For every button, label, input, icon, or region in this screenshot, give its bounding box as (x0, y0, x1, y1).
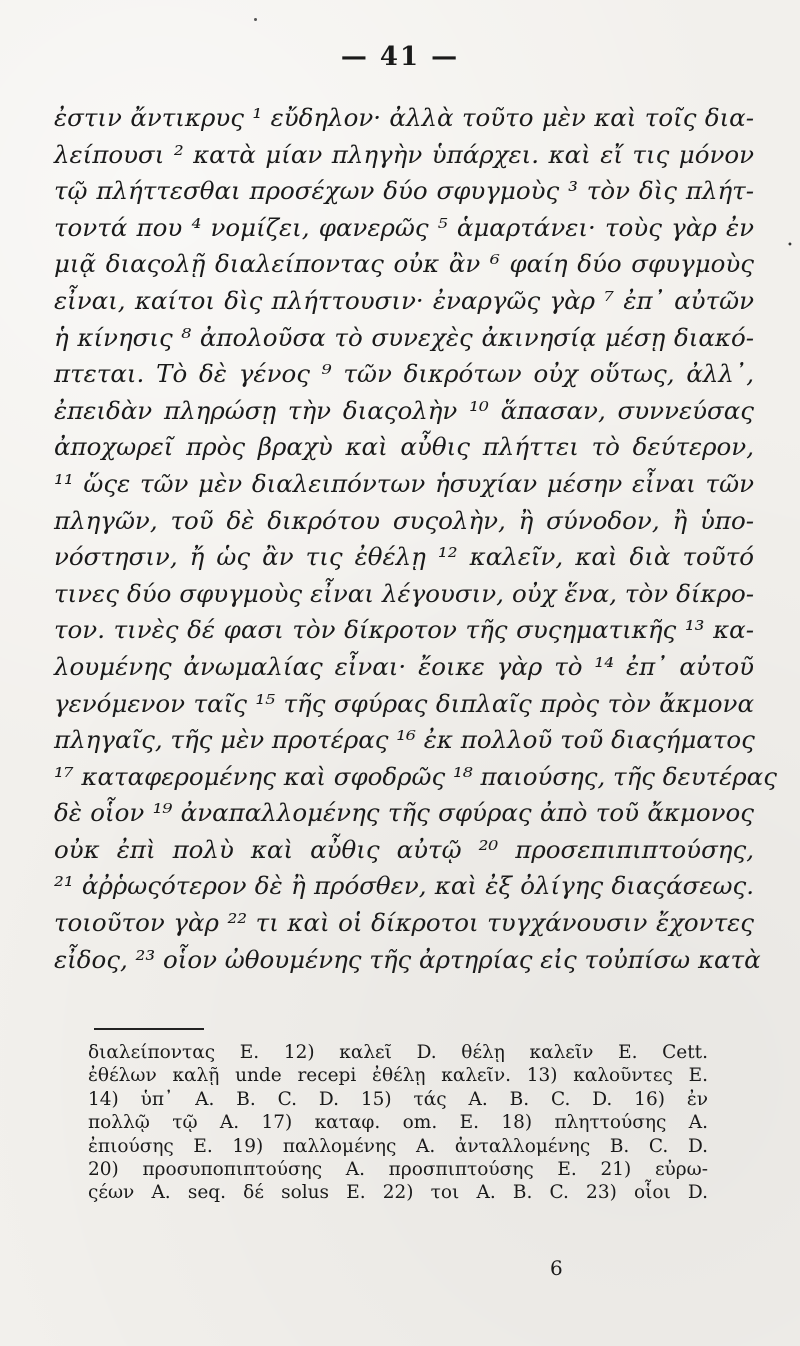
text-line: εἶναι, καίτοι δὶς πλήττουσιν· ἐναργῶς γὰρ ⁷ ἐπ᾽ αὐτῶν (54, 285, 754, 315)
text-line: μιᾷ διαςολῇ διαλείποντας οὐκ ἂν ⁶ φαίη δύο σφυγμοὺς (54, 249, 754, 279)
text-line: ἐστιν ἄντικρυς ¹ εὔδηλον· ἀλλὰ τοῦτο μὲν καὶ τοῖς δια- (54, 103, 754, 132)
text-line: τοντά που ⁴ νομίζει, φανερῶς ⁵ ἁμαρτάνει· τοὺς γὰρ ἐν (54, 212, 754, 242)
text-line: τινες δύο σφυγμοὺς εἶναι λέγουσιν, οὐχ ἕνα, τὸν δίκρο- (54, 578, 754, 608)
print-speck (254, 18, 257, 21)
text-line: πτεται. Τὸ δὲ γένος ⁹ τῶν δικρότων οὐχ οὕτως, ἀλλ᾽, (54, 359, 754, 389)
text-line: οὐκ ἐπὶ πολὺ καὶ αὖθις αὐτῷ ²⁰ προσεπιπιπτούσης, (54, 834, 754, 864)
text-line: δὲ οἷον ¹⁹ ἀναπαλλομένης τῆς σφύρας ἀπὸ τοῦ ἄκμονος (54, 798, 754, 828)
page-number: — 41 — (340, 42, 460, 72)
text-line: ἀποχωρεῖ πρὸς βραχὺ καὶ αὖθις πλήττει τὸ δεύτερον, (54, 432, 754, 462)
text-line: τοιοῦτον γὰρ ²² τι καὶ οἱ δίκροτοι τυγχάνουσιν ἔχοντες (54, 908, 754, 938)
text-line: νόστησιν, ἤ ὡς ἂν τις ἐθέλῃ ¹² καλεῖν, καὶ διὰ τοῦτό (54, 542, 754, 572)
text-line: ¹¹ ὥςε τῶν μὲν διαλειπόντων ἡσυχίαν μέσην εἶναι τῶν (54, 468, 754, 498)
footnotes-block (88, 1041, 708, 1205)
footnote-line: ἐθέλων καλῇ unde recepi ἐθέλῃ καλεῖν. 13) καλοῦντες E. (88, 1065, 708, 1087)
text-line: γενόμενον ταῖς ¹⁵ τῆς σφύρας διπλαῖς πρὸς τὸν ἄκμονα (54, 688, 754, 718)
footnote-line: πολλῷ τῷ A. 17) καταφ. om. E. 18) πληττούσης A. (88, 1112, 708, 1134)
text-line: εἶδος, ²³ οἷον ὠθουμένης τῆς ἀρτηρίας εἰς τοὐπίσω κατὰ (54, 944, 761, 974)
footnote-line: 20) προσυποπιπτούσης A. προσπιπτούσης E. 21) εὐρω- (88, 1158, 708, 1180)
text-line: ¹⁷ καταφερομένης καὶ σφοδρῶς ¹⁸ παιούσης, τῆς δευτέρας (54, 761, 777, 791)
text-line: λουμένης ἀνωμαλίας εἶναι· ἔοικε γὰρ τὸ ¹⁴ ἐπ᾽ αὐτοῦ (54, 651, 754, 681)
footnote-line: διαλείποντας E. 12) καλεῖ D. θέλῃ καλεῖν E. Cett. (88, 1042, 708, 1063)
footnote-rule (94, 1028, 204, 1030)
footnote-line: ςέων A. seq. δέ solus E. 22) τοι A. B. C. 23) οἷοι D. (88, 1182, 708, 1204)
signature-mark: 6 (550, 1256, 563, 1280)
text-line: τῷ πλήττεσθαι προσέχων δύο σφυγμοὺς ³ τὸν δὶς πλήτ- (54, 176, 754, 206)
text-line: ²¹ ἀῤῥωςότερον δὲ ἢ πρόσθεν, καὶ ἐξ ὀλίγης διαςάσεως. (54, 871, 754, 901)
margin-mark: • (787, 240, 793, 251)
text-line: πληγαῖς, τῆς μὲν προτέρας ¹⁶ ἐκ πολλοῦ τοῦ διαςήματος (54, 725, 755, 755)
footnote-line: 14) ὑπ᾽ A. B. C. D. 15) τάς A. B. C. D. 16) ἐν (88, 1088, 708, 1110)
text-line: ἐπειδὰν πληρώσῃ τὴν διαςολὴν ¹⁰ ἅπασαν, συννεύσας (54, 395, 754, 425)
text-line: πληγῶν, τοῦ δὲ δικρότου συςολὴν, ἢ σύνοδον, ἢ ὑπο- (54, 505, 754, 535)
footnote-line: ἐπιούσης E. 19) παλλομένης A. ἀνταλλομένης B. C. D. (88, 1135, 708, 1157)
text-line: τον. τινὲς δέ φασι τὸν δίκροτον τῆς συςηματικῆς ¹³ κα- (54, 615, 754, 645)
text-line: ἡ κίνησις ⁸ ἀπολοῦσα τὸ συνεχὲς ἀκινησίᾳ μέσῃ διακό- (54, 322, 754, 352)
main-text-block (54, 100, 777, 978)
text-line: λείπουσι ² κατὰ μίαν πληγὴν ὑπάρχει. καὶ εἴ τις μόνον (54, 139, 754, 169)
